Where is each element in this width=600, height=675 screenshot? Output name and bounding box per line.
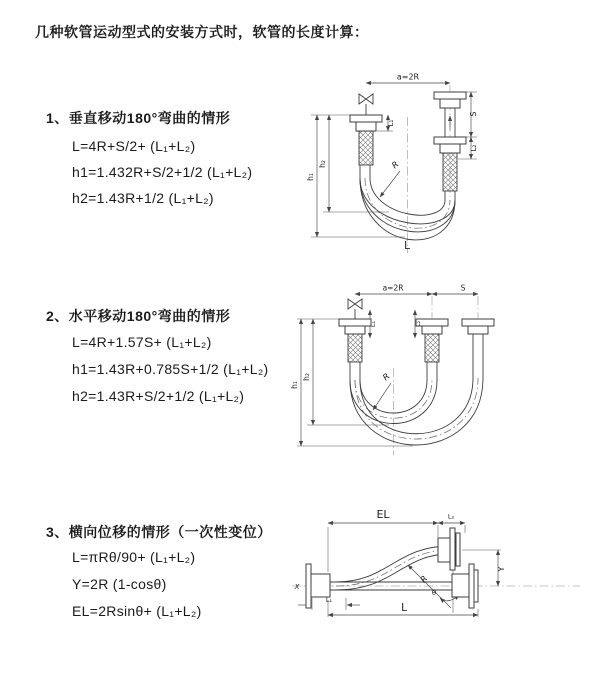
dim-label-s: S — [469, 111, 478, 117]
section-3-formula-2: Y=2R (1-cosθ) — [72, 576, 167, 592]
flange-left — [350, 115, 382, 131]
dim-label-s: S — [460, 283, 466, 293]
diagram-lateral-displacement — [288, 503, 598, 633]
dim-label-l1: L₁ — [369, 320, 377, 328]
valve-icon — [348, 299, 362, 319]
section-3-heading: 3、横向位移的情形（一次性变位） — [46, 524, 272, 540]
dim-label-y: Y — [497, 566, 506, 572]
page-title: 几种软管运动型式的安装方式时，软管的长度计算： — [35, 24, 369, 40]
section-1-formula-2: h1=1.432R+S/2+1/2 (L₁+L₂) — [72, 164, 253, 180]
dim-label-l2: L₂ — [470, 144, 478, 152]
section-2-heading: 2、水平移动180°弯曲的情形 — [46, 308, 231, 324]
dim-label-r: R — [381, 371, 393, 384]
dim-label-a: a=2R — [382, 283, 404, 293]
flange-right-lower — [434, 137, 466, 153]
diagram-horizontal-180 — [290, 280, 593, 460]
section-2-formula-3: h2=1.43R+S/2+1/2 (L₁+L₂) — [72, 388, 245, 404]
axis-mark-x: X — [294, 583, 300, 591]
section-2-formula-1: L=4R+1.57S+ (L₁+L₂) — [72, 334, 212, 350]
section-1-heading: 1、垂直移动180°弯曲的情形 — [46, 110, 231, 126]
flange-right — [452, 564, 478, 608]
dim-label-el: EL — [376, 508, 390, 521]
dim-label-l1: L₁ — [325, 596, 333, 604]
dim-label-h1: h₁ — [306, 173, 315, 181]
section-2-formula-2: h1=1.43R+0.785S+1/2 (L₁+L₂) — [72, 361, 269, 377]
dim-label-l2: L₂ — [414, 320, 422, 328]
section-3-formula-1: L=πRθ/90+ (L₁+L₂) — [72, 549, 196, 565]
dim-label-h2: h₂ — [318, 160, 327, 168]
dim-label-a: a=2R — [396, 72, 420, 82]
hose-u-bend — [350, 334, 483, 445]
dim-label-l-total: L — [404, 240, 410, 252]
dim-label-l1: L₁ — [387, 119, 395, 127]
flange-left — [339, 319, 371, 334]
dim-label-h2: h₂ — [302, 373, 311, 381]
dim-label-r: R — [418, 574, 431, 586]
valve-icon — [359, 94, 373, 115]
dim-label-theta: θ — [431, 589, 437, 597]
dim-label-h1: h₁ — [290, 381, 299, 389]
flange-right-upper — [434, 92, 466, 108]
flange-right — [462, 319, 494, 334]
diagram-vertical-180 — [303, 65, 593, 260]
section-3-formula-3: EL=2Rsinθ+ (L₁+L₂) — [72, 603, 202, 619]
flange-top-right — [438, 528, 460, 570]
hose-braid — [348, 334, 439, 362]
dim-label-l2: L₂ — [447, 512, 455, 521]
dim-label-r: R — [390, 159, 402, 172]
dim-label-l-total: L — [401, 602, 407, 614]
section-1-formula-3: h2=1.43R+1/2 (L₁+L₂) — [72, 190, 214, 206]
section-1-formula-1: L=4R+S/2+ (L₁+L₂) — [72, 138, 196, 154]
hose-s-curve — [336, 546, 450, 590]
